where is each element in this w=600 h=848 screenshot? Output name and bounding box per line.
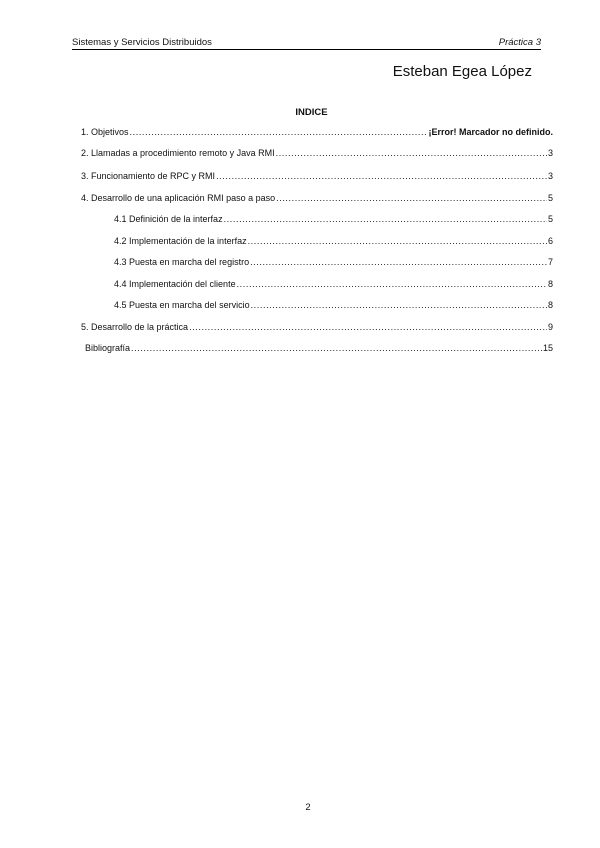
toc-entry-puesta-registro[interactable] xyxy=(114,256,553,268)
toc-entry-desarrollo-practica[interactable] xyxy=(81,321,553,333)
toc-dot-leader xyxy=(189,321,547,333)
toc-dot-leader xyxy=(224,213,547,225)
toc-entry-desarrollo-aplicacion[interactable] xyxy=(81,192,553,204)
toc-entry-label: 4.2 Implementación de la interfaz xyxy=(114,236,247,246)
toc-entry-page: ¡Error! Marcador no definido. xyxy=(428,127,553,137)
toc-dot-leader xyxy=(130,126,428,138)
toc-entry-label: 4.4 Implementación del cliente xyxy=(114,279,236,289)
toc-title: INDICE xyxy=(295,107,328,118)
toc-entry-page: 15 xyxy=(542,343,553,353)
toc-entry-page: 8 xyxy=(547,300,553,310)
toc-entry-label: 5. Desarrollo de la práctica xyxy=(81,322,189,332)
toc-entry-objetivos[interactable] xyxy=(81,126,553,138)
toc-entry-implementacion-interfaz[interactable] xyxy=(114,235,553,247)
toc-entry-funcionamiento[interactable] xyxy=(81,170,553,182)
toc-dot-leader xyxy=(276,192,547,204)
toc-entry-page: 3 xyxy=(547,171,553,181)
toc-entry-implementacion-cliente[interactable] xyxy=(114,278,553,290)
toc-entry-label: 3. Funcionamiento de RPC y RMI xyxy=(81,171,216,181)
header-course-title: Sistemas y Servicios Distribuidos xyxy=(72,37,212,48)
toc-entry-puesta-servicio[interactable] xyxy=(114,299,553,311)
toc-entry-page: 9 xyxy=(547,322,553,332)
toc-entry-llamadas-rmi[interactable] xyxy=(81,147,553,159)
toc-entry-page: 7 xyxy=(547,257,553,267)
toc-entry-definicion-interfaz[interactable] xyxy=(114,213,553,225)
toc-dot-leader xyxy=(276,147,547,159)
toc-entry-page: 8 xyxy=(547,279,553,289)
toc-entry-label: Bibliografía xyxy=(85,343,131,353)
toc-entry-label: 4.3 Puesta en marcha del registro xyxy=(114,257,250,267)
header-practice-label: Práctica 3 xyxy=(498,37,541,48)
toc-entry-label: 4. Desarrollo de una aplicación RMI paso a paso xyxy=(81,193,276,203)
toc-entry-label: 1. Objetivos xyxy=(81,127,129,137)
toc-entry-label: 2. Llamadas a procedimiento remoto y Java RMI xyxy=(81,148,275,158)
toc-dot-leader xyxy=(216,170,547,182)
toc-entry-label: 4.1 Definición de la interfaz xyxy=(114,214,223,224)
toc-dot-leader xyxy=(248,235,547,247)
toc-entry-page: 3 xyxy=(547,148,553,158)
toc-dot-leader xyxy=(251,299,547,311)
toc-entry-page: 5 xyxy=(547,214,553,224)
toc-dot-leader xyxy=(250,256,547,268)
toc-entry-bibliografia[interactable] xyxy=(85,342,553,354)
page-number: 2 xyxy=(305,802,311,813)
toc-dot-leader xyxy=(237,278,547,290)
author-name: Esteban Egea López xyxy=(392,63,532,80)
toc-entry-page: 5 xyxy=(547,193,553,203)
toc-entry-page: 6 xyxy=(547,236,553,246)
toc-dot-leader xyxy=(131,342,542,354)
toc-entry-label: 4.5 Puesta en marcha del servicio xyxy=(114,300,250,310)
